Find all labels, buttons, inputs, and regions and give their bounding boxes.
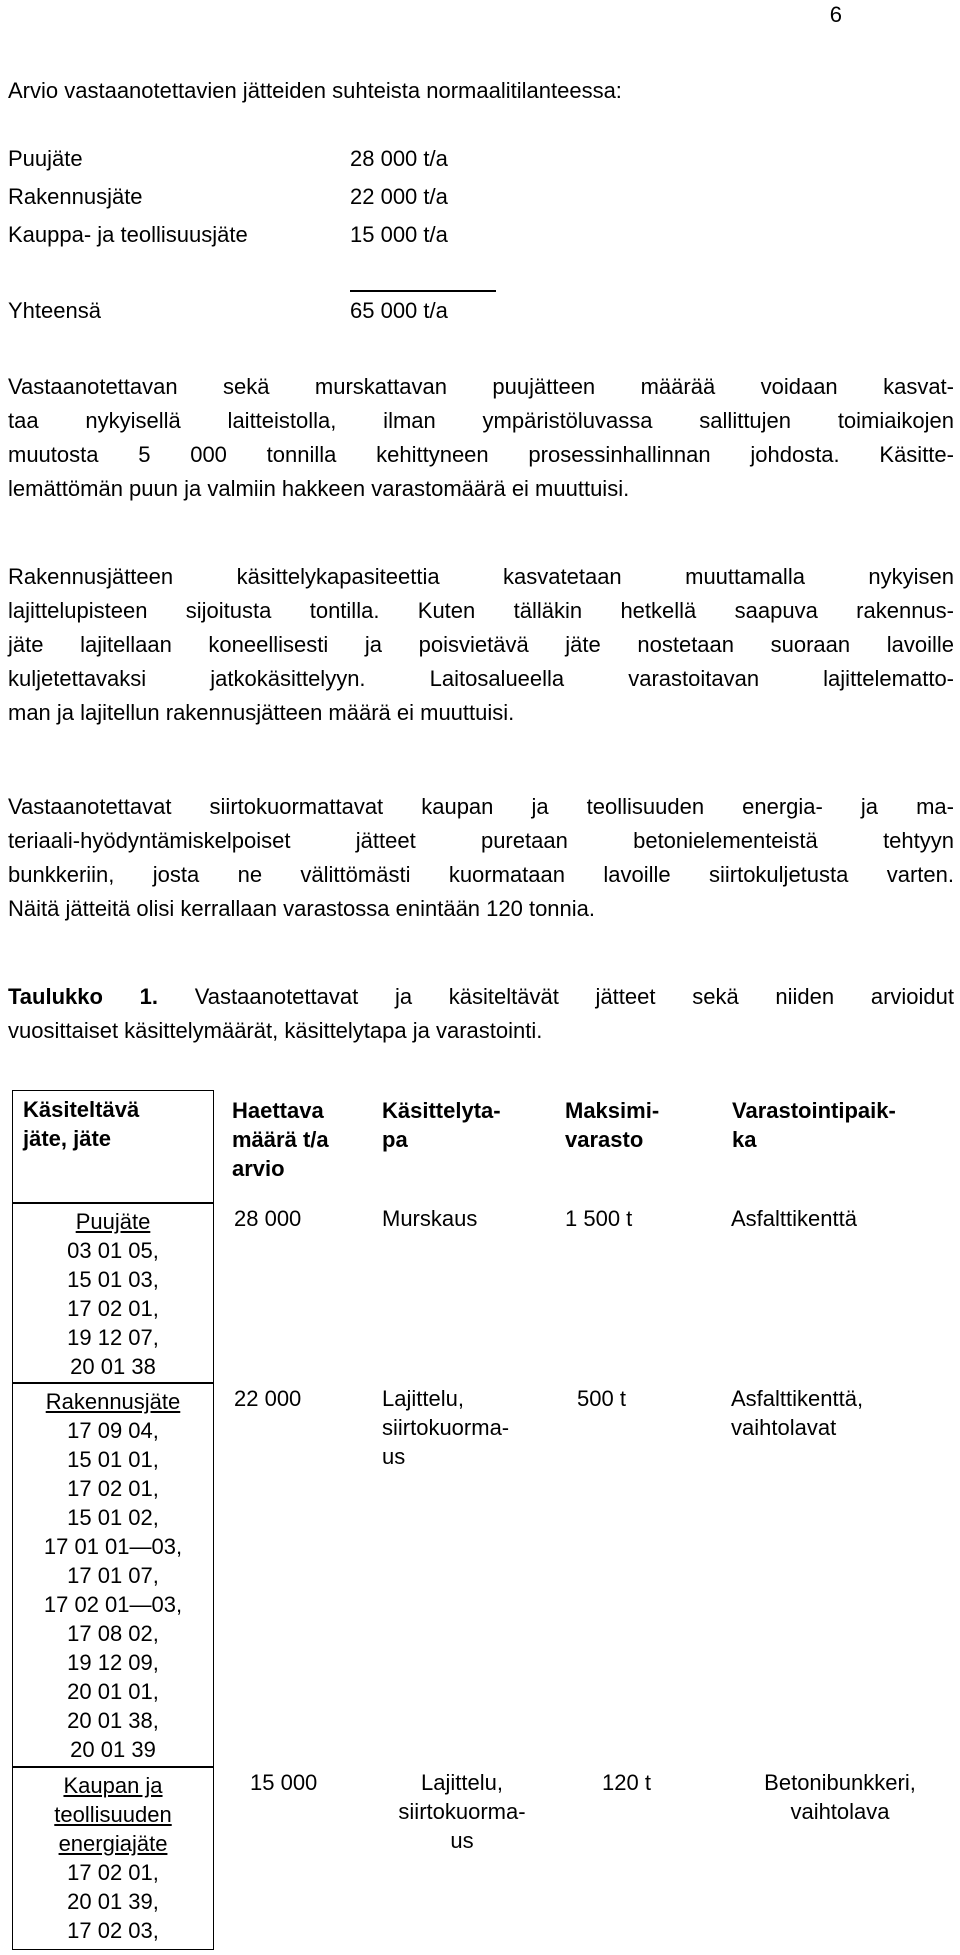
waste-name: energiajäte bbox=[58, 1831, 168, 1856]
caption-text: Vastaanotettavat ja käsiteltävät jätteet sekä niiden arvioidut bbox=[158, 984, 954, 1009]
waste-name: Rakennusjäte bbox=[45, 1389, 181, 1414]
waste-code: 17 01 07, bbox=[67, 1563, 159, 1588]
cell-method: Murskaus bbox=[382, 1206, 478, 1231]
waste-value: 28 000 t/a bbox=[350, 146, 448, 171]
paragraph-wood bbox=[8, 370, 954, 506]
waste-value: 22 000 t/a bbox=[350, 184, 448, 209]
header-location: Varastointipaik- ka bbox=[732, 1098, 896, 1152]
waste-code: 19 12 07, bbox=[67, 1325, 159, 1350]
paragraph-line: teriaali-hyödyntämiskelpoiset jätteet puretaan betonielementeistä tehtyyn bbox=[8, 828, 954, 853]
waste-name: teollisuuden bbox=[54, 1802, 172, 1827]
cell-location: Asfalttikenttä bbox=[731, 1206, 857, 1231]
waste-code: 17 01 01—03, bbox=[43, 1534, 183, 1559]
row-wood-type bbox=[12, 1202, 214, 1384]
caption-text: vuosittaiset käsittelymäärät, käsittelytapa ja varastointi. bbox=[8, 1018, 543, 1043]
waste-code: 20 01 39, bbox=[67, 1889, 159, 1914]
paragraph-line: muutosta 5 000 tonnilla kehittyneen prosessinhallinnan johdosta. Käsitte- bbox=[8, 442, 954, 467]
header-max-storage: Maksimi- varasto bbox=[565, 1098, 660, 1152]
waste-name: Kaupan ja bbox=[63, 1773, 163, 1798]
waste-code: 17 09 04, bbox=[67, 1418, 159, 1443]
waste-code: 15 01 03, bbox=[67, 1267, 159, 1292]
waste-value: 15 000 t/a bbox=[350, 222, 448, 247]
total-label: Yhteensä bbox=[8, 298, 101, 323]
paragraph-construction bbox=[8, 560, 954, 730]
paragraph-line: Rakennusjätteen käsittelykapasiteettia kasvatetaan muuttamalla nykyisen bbox=[8, 564, 954, 589]
paragraph-line: taa nykyisellä laitteistolla, ilman ympäristöluvassa sallittujen toimiaikojen bbox=[8, 408, 954, 433]
paragraph-line: Vastaanotettavat siirtokuormattavat kaupan ja teollisuuden energia- ja ma- bbox=[8, 794, 954, 819]
row-commercial-type bbox=[12, 1766, 214, 1950]
paragraph-line: lajittelupisteen sijoitusta tontilla. Kuten tälläkin hetkellä saapuva rakennus- bbox=[8, 598, 954, 623]
cell-method: Lajittelu, siirtokuorma- us bbox=[398, 1770, 526, 1853]
cell-location: Asfalttikenttä, vaihtolavat bbox=[731, 1386, 864, 1440]
cell-max-storage: 120 t bbox=[602, 1770, 651, 1795]
page-number: 6 bbox=[829, 2, 842, 27]
waste-code: 17 02 01, bbox=[67, 1860, 159, 1885]
header-waste-type: Käsiteltävä jäte, jäte bbox=[12, 1090, 214, 1204]
waste-code: 17 02 01, bbox=[67, 1296, 159, 1321]
waste-code: 03 01 05, bbox=[67, 1238, 159, 1263]
waste-label: Puujäte bbox=[8, 146, 83, 171]
waste-label: Kauppa- ja teollisuusjäte bbox=[8, 222, 248, 247]
waste-code: 17 08 02, bbox=[67, 1621, 159, 1646]
table-caption bbox=[8, 980, 954, 1048]
waste-label: Rakennusjäte bbox=[8, 184, 143, 209]
waste-code: 20 01 39 bbox=[70, 1737, 156, 1762]
waste-code: 20 01 01, bbox=[67, 1679, 159, 1704]
waste-code: 20 01 38, bbox=[67, 1708, 159, 1733]
waste-code: 17 02 01, bbox=[67, 1476, 159, 1501]
cell-location: Betonibunkkeri, vaihtolava bbox=[764, 1770, 916, 1824]
paragraph-line: Näitä jätteitä olisi kerrallaan varastossa enintään 120 tonnia. bbox=[8, 896, 596, 921]
sum-rule bbox=[350, 290, 496, 292]
paragraph-line: lemättömän puun ja valmiin hakkeen varastomäärä ei muuttuisi. bbox=[8, 476, 630, 501]
row-construction-type bbox=[12, 1382, 214, 1768]
waste-code: 19 12 09, bbox=[67, 1650, 159, 1675]
header-amount: Haettava määrä t/a arvio bbox=[232, 1098, 329, 1181]
waste-code: 17 02 01—03, bbox=[43, 1592, 183, 1617]
cell-amount: 22 000 bbox=[234, 1386, 302, 1411]
waste-code: 15 01 02, bbox=[67, 1505, 159, 1530]
waste-code: 15 01 01, bbox=[67, 1447, 159, 1472]
paragraph-line: Vastaanotettavan sekä murskattavan puujätteen määrää voidaan kasvat- bbox=[8, 374, 954, 399]
waste-name: Puujäte bbox=[75, 1209, 151, 1234]
cell-method: Lajittelu, siirtokuorma- us bbox=[382, 1386, 510, 1469]
cell-max-storage: 1 500 t bbox=[565, 1206, 633, 1231]
paragraph-line: kuljetettavaksi jatkokäsittelyyn. Laitosalueella varastoitavan lajittelematto- bbox=[8, 666, 954, 691]
total-value: 65 000 t/a bbox=[350, 298, 448, 323]
paragraph-commercial bbox=[8, 790, 954, 926]
cell-max-storage: 500 t bbox=[577, 1386, 626, 1411]
paragraph-line: jäte lajitellaan koneellisesti ja poisvietävä jäte nostetaan suoraan lavoille bbox=[8, 632, 954, 657]
paragraph-line: man ja lajitellun rakennusjätteen määrä ei muuttuisi. bbox=[8, 700, 515, 725]
header-method: Käsittelyta- pa bbox=[382, 1098, 501, 1152]
cell-amount: 15 000 bbox=[250, 1770, 318, 1795]
waste-code: 17 02 03, bbox=[67, 1918, 159, 1943]
waste-code: 20 01 38 bbox=[70, 1354, 156, 1379]
paragraph-line: bunkkeriin, josta ne välittömästi kuormataan lavoille siirtokuljetusta varten. bbox=[8, 862, 954, 887]
caption-label: Taulukko 1. bbox=[8, 984, 159, 1009]
intro-text: Arvio vastaanotettavien jätteiden suhteista normaalitilanteessa: bbox=[8, 78, 622, 103]
cell-amount: 28 000 bbox=[234, 1206, 302, 1231]
